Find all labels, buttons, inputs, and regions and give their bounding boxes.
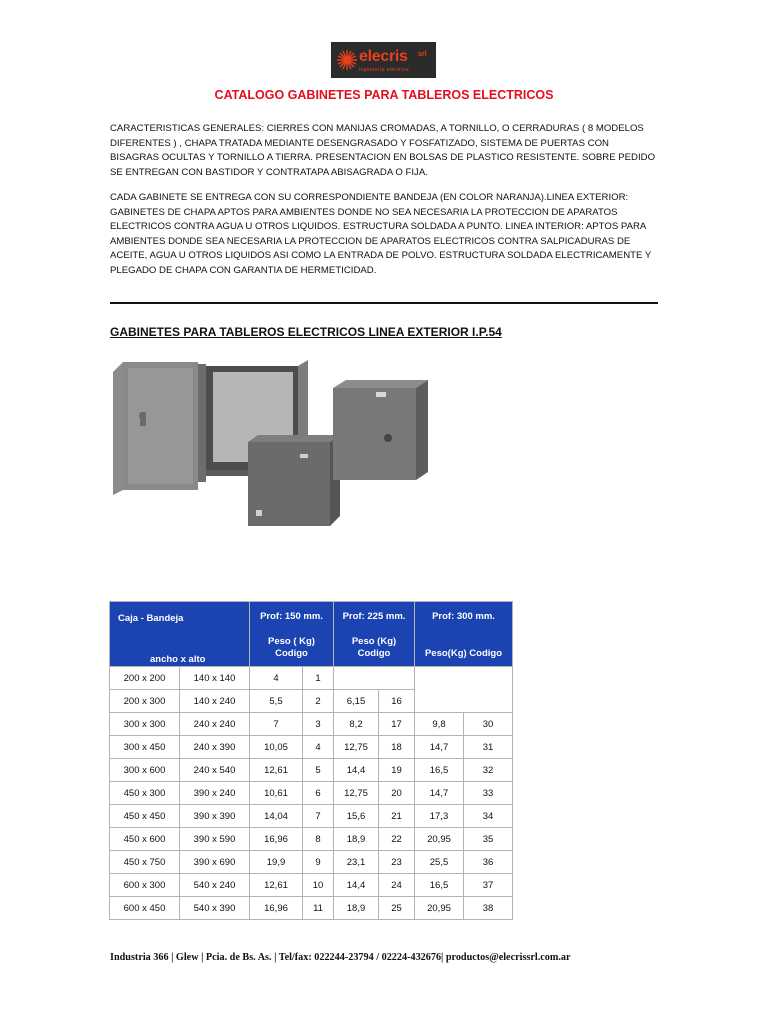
- table-cell: 8: [303, 828, 334, 851]
- table-cell: 31: [464, 736, 513, 759]
- table-cell: 20,95: [415, 897, 464, 920]
- table-cell: 17,3: [415, 805, 464, 828]
- table-cell: 300 x 450: [110, 736, 180, 759]
- table-cell: 4: [250, 667, 303, 690]
- catalog-title: CATALOGO GABINETES PARA TABLEROS ELECTRICOS: [214, 88, 554, 102]
- header-prof-300-label: Prof: 300 mm.: [432, 611, 495, 622]
- table-cell: 19: [379, 759, 415, 782]
- logo-tagline: ingeniería eléctrica: [359, 67, 409, 73]
- table-cell: 34: [464, 805, 513, 828]
- table-cell: 14,4: [334, 874, 379, 897]
- table-cell: 10: [303, 874, 334, 897]
- table-cell: 33: [464, 782, 513, 805]
- table-cell: 20: [379, 782, 415, 805]
- table-row: [110, 782, 513, 805]
- table-cell: 12,75: [334, 782, 379, 805]
- cabinet-spec-table: [109, 601, 513, 920]
- table-row: [110, 805, 513, 828]
- table-cell: 3: [303, 713, 334, 736]
- table-row: [110, 713, 513, 736]
- table-cell: 9,8: [415, 713, 464, 736]
- table-cell: 16: [379, 690, 415, 713]
- table-cell: 12,75: [334, 736, 379, 759]
- table-cell: 450 x 450: [110, 805, 180, 828]
- table-row: [110, 897, 513, 920]
- table-cell: 9: [303, 851, 334, 874]
- table-cell: 35: [464, 828, 513, 851]
- table-cell: 390 x 690: [180, 851, 250, 874]
- table-cell: 6,15: [334, 690, 379, 713]
- table-header-row: [110, 602, 513, 667]
- cabinets-photo: [108, 330, 438, 530]
- table-cell: 16,96: [250, 897, 303, 920]
- header-prof-225: [334, 602, 415, 667]
- table-cell: 300 x 300: [110, 713, 180, 736]
- table-cell: 21: [379, 805, 415, 828]
- table-cell: 36: [464, 851, 513, 874]
- table-cell: 12,61: [250, 874, 303, 897]
- table-cell: 30: [464, 713, 513, 736]
- table-cell: 25,5: [415, 851, 464, 874]
- table-cell: 14,04: [250, 805, 303, 828]
- table-cell-empty: [334, 667, 415, 690]
- table-cell: 37: [464, 874, 513, 897]
- header-caja-bandeja: [110, 602, 250, 667]
- table-cell: 4: [303, 736, 334, 759]
- table-cell: 540 x 390: [180, 897, 250, 920]
- table-cell: 16,96: [250, 828, 303, 851]
- table-cell: 23,1: [334, 851, 379, 874]
- table-cell: 14,4: [334, 759, 379, 782]
- table-cell: 23: [379, 851, 415, 874]
- table-cell: 10,61: [250, 782, 303, 805]
- header-prof-225-label: Prof: 225 mm.: [342, 611, 406, 622]
- table-cell: 240 x 390: [180, 736, 250, 759]
- table-cell: 24: [379, 874, 415, 897]
- table-cell: 32: [464, 759, 513, 782]
- table-cell: 200 x 300: [110, 690, 180, 713]
- header-prof-300: [415, 602, 513, 667]
- table-cell: 38: [464, 897, 513, 920]
- header-caja-label: Caja - Bandeja: [118, 613, 184, 624]
- table-cell: 15,6: [334, 805, 379, 828]
- section-title: GABINETES PARA TABLEROS ELECTRICOS LINEA EXTERIOR I.P.54: [110, 325, 502, 339]
- table-cell: 22: [379, 828, 415, 851]
- table-cell: 14,7: [415, 782, 464, 805]
- table-cell: 450 x 600: [110, 828, 180, 851]
- general-characteristics-paragraph: CARACTERISTICAS GENERALES: CIERRES CON MANIJAS CROMADAS, A TORNILLO, O CERRADURAS ( 8 MODELOS DIFERENTES ) , CHAPA TRATADA MEDIANTE DESENGRASADO Y FOSFATIZADO, SISTEMA DE PUERTAS CON BISAGRAS OCULTAS Y TORNILLO A TIERRA. PRESENTACION EN BOLSAS DE PLASTICO RESISTENTE. SOBRE PEDIDO SE ENTREGAN CON BASTIDOR Y CONTRATAPA ABISAGRADA O FIJA.: [110, 123, 656, 178]
- table-cell: 10,05: [250, 736, 303, 759]
- header-prof-150-sub: [250, 636, 333, 660]
- divider: [110, 302, 658, 304]
- table-cell: 6: [303, 782, 334, 805]
- table-cell: 20,95: [415, 828, 464, 851]
- table-cell: 5,5: [250, 690, 303, 713]
- table-cell: 7: [250, 713, 303, 736]
- table-cell: 200 x 200: [110, 667, 180, 690]
- table-cell: 390 x 390: [180, 805, 250, 828]
- table-row: [110, 736, 513, 759]
- header-prof-150-label: Prof: 150 mm.: [260, 611, 323, 622]
- header-codigo-label: Codigo: [275, 648, 308, 659]
- table-row: [110, 759, 513, 782]
- table-cell: 1: [303, 667, 334, 690]
- logo-brand: elecris: [359, 48, 408, 65]
- delivery-lines-paragraph: CADA GABINETE SE ENTREGA CON SU CORRESPONDIENTE BANDEJA (EN COLOR NARANJA).LINEA EXTERIOR: GABINETES DE CHAPA APTOS PARA AMBIENTES DONDE NO SEA NECESARIA LA PROTECCION DE APARATOS ELECTRICOS CONTRA AGUA U OTROS LIQUIDOS. ESTRUCTURA SOLDADA A PUNTO. LINEA INTERIOR: APTOS PARA AMBIENTES DONDE SEA NECESARIA LA PROTECCION DE APARATOS ELECTRICOS CONTRA SALPICADURAS DE ACEITE, AGUA U OTROS LIQUIDOS ASI COMO LA ENTRADA DE POLVO. ESTRUCTURA SOLDADA ELECTRICAMENTE Y PLEGADO DE CHAPA CON GARANTIA DE HERMETICIDAD.: [110, 192, 652, 276]
- table-cell: 18,9: [334, 897, 379, 920]
- table-cell: 25: [379, 897, 415, 920]
- table-cell-empty: [415, 667, 513, 713]
- table-cell: 16,5: [415, 874, 464, 897]
- header-prof-225-sub: [334, 636, 414, 660]
- table-cell: 5: [303, 759, 334, 782]
- table-row: [110, 667, 513, 690]
- table-row: [110, 874, 513, 897]
- table-cell: 450 x 300: [110, 782, 180, 805]
- header-prof-150: [250, 602, 334, 667]
- table-cell: 540 x 240: [180, 874, 250, 897]
- table-cell: 600 x 450: [110, 897, 180, 920]
- table-cell: 17: [379, 713, 415, 736]
- company-logo: [331, 42, 436, 78]
- table-cell: 16,5: [415, 759, 464, 782]
- table-cell: 450 x 750: [110, 851, 180, 874]
- logo-suffix: srl: [418, 51, 427, 58]
- table-cell: 7: [303, 805, 334, 828]
- table-cell: 18,9: [334, 828, 379, 851]
- table-cell: 18: [379, 736, 415, 759]
- header-codigo-label: Codigo: [357, 648, 391, 659]
- sun-logo-icon: [336, 49, 358, 71]
- table-cell: 140 x 240: [180, 690, 250, 713]
- footer-contact: Industria 366 | Glew | Pcia. de Bs. As. | Tel/fax: 022244-23794 / 02224-432676| productos@elecrissrl.com.ar: [110, 952, 571, 963]
- table-cell: 300 x 600: [110, 759, 180, 782]
- table-cell: 12,61: [250, 759, 303, 782]
- table-cell: 19,9: [250, 851, 303, 874]
- header-prof-300-sub: Peso(Kg) Codigo: [424, 648, 503, 659]
- table-cell: 14,7: [415, 736, 464, 759]
- table-cell: 8,2: [334, 713, 379, 736]
- table-cell: 2: [303, 690, 334, 713]
- table-cell: 390 x 240: [180, 782, 250, 805]
- table-row: [110, 828, 513, 851]
- table-row: [110, 851, 513, 874]
- header-ancho-alto: ancho x alto: [150, 654, 206, 665]
- table-cell: 11: [303, 897, 334, 920]
- table-cell: 140 x 140: [180, 667, 250, 690]
- header-peso-label: Peso (Kg): [351, 636, 397, 647]
- table-cell: 600 x 300: [110, 874, 180, 897]
- table-cell: 240 x 240: [180, 713, 250, 736]
- table-cell: 390 x 590: [180, 828, 250, 851]
- header-peso-label: Peso ( Kg): [268, 636, 315, 647]
- table-cell: 240 x 540: [180, 759, 250, 782]
